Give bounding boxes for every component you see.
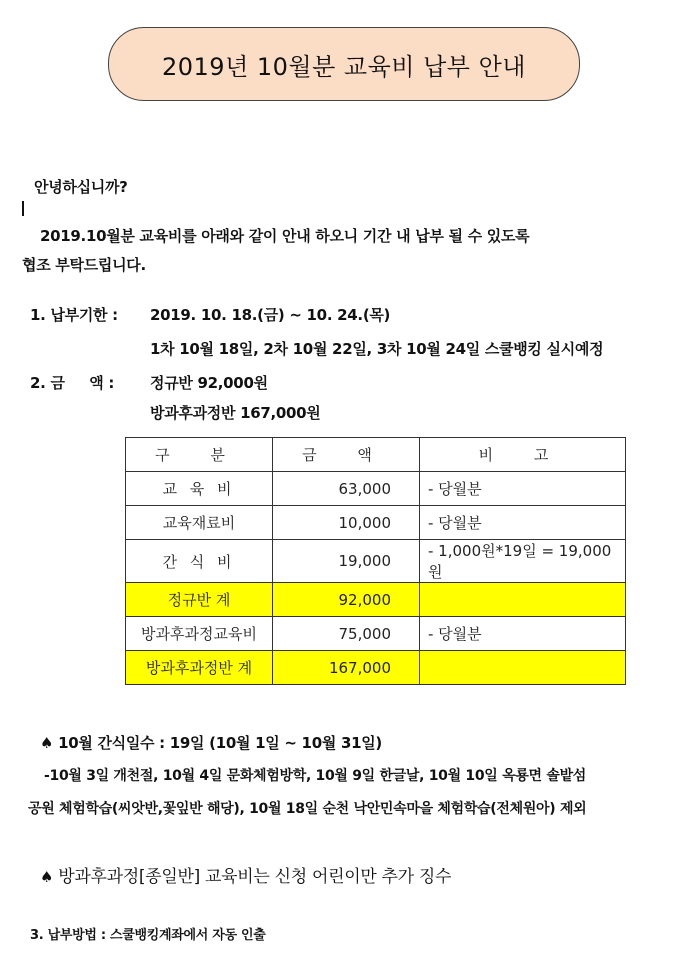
row-note — [420, 651, 626, 685]
greeting: 안녕하십니까? — [34, 178, 128, 196]
text-cursor — [22, 201, 24, 216]
row-amount: 19,000 — [273, 540, 420, 583]
row-category: 교육재료비 — [126, 506, 273, 540]
row-amount: 75,000 — [273, 617, 420, 651]
row-category: 간 식 비 — [126, 540, 273, 583]
row-note: - 1,000원*19일 = 19,000원 — [420, 540, 626, 583]
section3: 3. 납부방법 : 스쿨뱅킹계좌에서 자동 인출 — [30, 928, 266, 943]
table-row — [126, 472, 626, 506]
spade-icon: ♠ — [40, 734, 54, 752]
spade-icon: ♠ — [40, 868, 54, 886]
row-amount: 10,000 — [273, 506, 420, 540]
snack-note-line-1: -10월 3일 개천절, 10월 4일 문화체험방학, 10월 9일 한글날, 10월 10일 옥룡면 솔밭섬 — [44, 768, 587, 784]
row-category: 정규반 계 — [126, 583, 273, 617]
section2-value-afterschool: 방과후과정반 167,000원 — [150, 404, 321, 422]
section1-label: 1. 납부기한 : — [30, 306, 118, 324]
row-note — [420, 583, 626, 617]
intro-line-1: 2019.10월분 교육비를 아래와 같이 안내 하오니 기간 내 납부 될 수 있도록 — [40, 227, 530, 245]
section2-label: 2. 금 액 : — [30, 374, 115, 392]
document-title — [108, 27, 580, 101]
row-amount: 92,000 — [273, 583, 420, 617]
document-title-text: 2019년 10월분 교육비 납부 안내 — [162, 52, 526, 81]
afterschool-note — [40, 862, 451, 887]
section2-value-regular: 정규반 92,000원 — [150, 374, 268, 392]
table-row — [126, 540, 626, 583]
section1-detail: 1차 10월 18일, 2차 10월 22일, 3차 10월 24일 스쿨뱅킹 실시예정 — [150, 340, 604, 358]
row-note: - 당월분 — [420, 472, 626, 506]
header-note: 비 고 — [420, 438, 626, 472]
row-category: 방과후과정교육비 — [126, 617, 273, 651]
afterschool-note-text: 방과후과정[종일반] 교육비는 신청 어린이만 추가 징수 — [58, 867, 452, 887]
snack-note-line-2: 공원 체험학습(씨앗반,꽃잎반 해당), 10월 18일 순천 낙안민속마을 체험학습(전체원아) 제외 — [28, 801, 587, 817]
section1-value: 2019. 10. 18.(금) ~ 10. 24.(목) — [150, 306, 391, 324]
row-note: - 당월분 — [420, 506, 626, 540]
table-header-row — [126, 438, 626, 472]
table-row — [126, 506, 626, 540]
table-row — [126, 617, 626, 651]
snack-note-heading — [40, 732, 382, 753]
header-amount: 금 액 — [273, 438, 420, 472]
table-row-subtotal — [126, 651, 626, 685]
fee-table — [125, 437, 626, 685]
row-category: 교 육 비 — [126, 472, 273, 506]
snack-note-heading-text: 10월 간식일수 : 19일 (10월 1일 ~ 10월 31일) — [58, 734, 382, 752]
row-amount: 167,000 — [273, 651, 420, 685]
row-category: 방과후과정반 계 — [126, 651, 273, 685]
header-category: 구 분 — [126, 438, 273, 472]
row-note: - 당월분 — [420, 617, 626, 651]
row-amount: 63,000 — [273, 472, 420, 506]
table-row-subtotal — [126, 583, 626, 617]
intro-line-2: 협조 부탁드립니다. — [22, 256, 146, 274]
